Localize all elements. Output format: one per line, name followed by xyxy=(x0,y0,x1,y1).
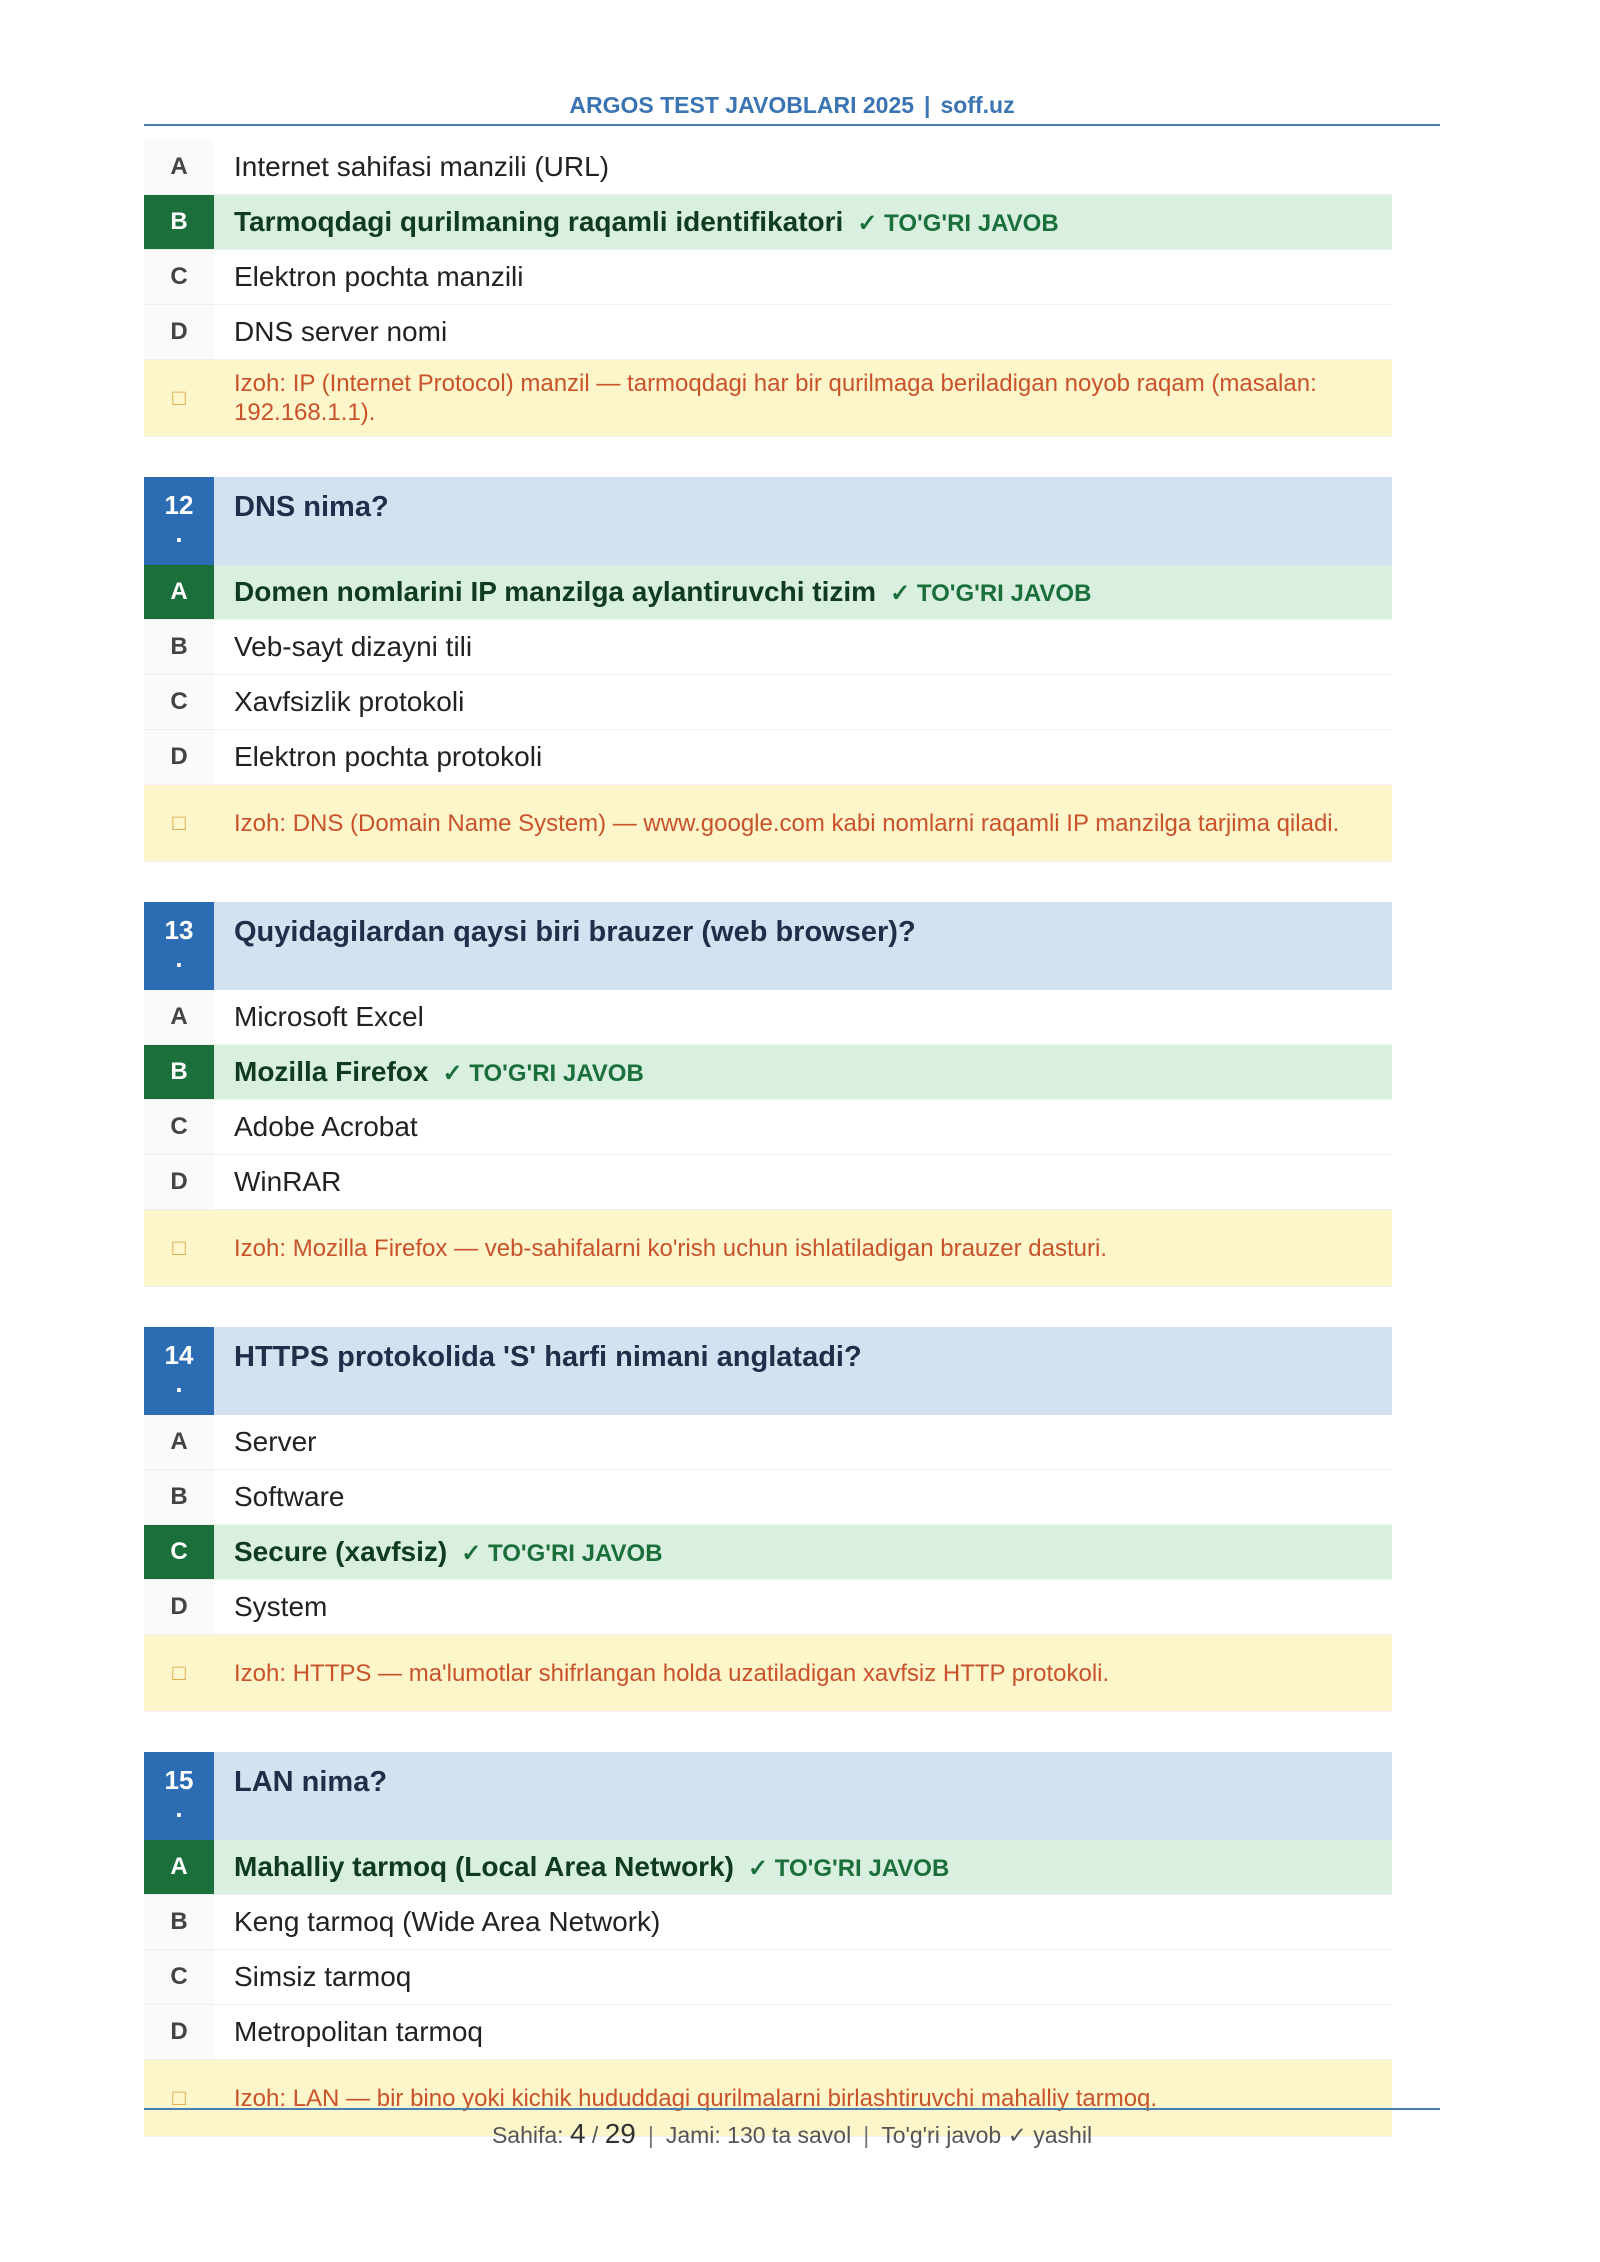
answer-option xyxy=(144,305,1392,360)
option-text-wrap xyxy=(214,1591,1392,1623)
answer-option xyxy=(144,1100,1392,1155)
note-text: Izoh: DNS (Domain Name System) — www.google.com kabi nomlarni raqamli IP manzilga tarjima qiladi. xyxy=(234,809,1340,837)
option-text-wrap xyxy=(214,151,1392,183)
answer-option xyxy=(144,675,1392,730)
note-text: Izoh: HTTPS — ma'lumotlar shifrlangan holda uzatiladigan xavfsiz HTTP protokoli. xyxy=(234,1659,1110,1687)
option-text-wrap xyxy=(214,206,1392,238)
question-block xyxy=(144,902,1392,1287)
option-letter: D xyxy=(144,1155,214,1209)
option-text: Domen nomlarini IP manzilga aylantiruvchi tizim xyxy=(234,576,877,607)
option-text-wrap xyxy=(214,686,1392,718)
question-block xyxy=(144,1752,1392,2137)
answer-option xyxy=(144,1155,1392,1210)
option-text-wrap xyxy=(214,316,1392,348)
answer-option-correct xyxy=(144,565,1392,620)
note-icon: □ xyxy=(144,2060,214,2136)
note-icon: □ xyxy=(144,785,214,861)
option-text: Mahalliy tarmoq (Local Area Network) xyxy=(234,1851,734,1882)
correct-answer-mark: ✓ TO'G'RI JAVOB xyxy=(857,210,1059,237)
footer-legend: To'g'ri javob ✓ yashil xyxy=(881,2122,1093,2148)
option-text: Elektron pochta protokoli xyxy=(234,741,543,772)
answer-option-correct xyxy=(144,1525,1392,1580)
answer-option xyxy=(144,620,1392,675)
footer-page-current: 4 xyxy=(569,2118,586,2149)
option-text: Mozilla Firefox xyxy=(234,1056,429,1087)
answer-option xyxy=(144,250,1392,305)
question-header xyxy=(144,902,1392,990)
option-text: Simsiz tarmoq xyxy=(234,1961,412,1992)
note-text: Izoh: LAN — bir bino yoki kichik hududdagi qurilmalarni birlashtiruvchi mahalliy tarmoq. xyxy=(234,2084,1158,2112)
option-text: Adobe Acrobat xyxy=(234,1111,418,1142)
question-number: 12 . xyxy=(144,477,214,565)
footer-page-sep: / xyxy=(591,2122,599,2148)
option-letter: A xyxy=(144,1415,214,1469)
option-letter: B xyxy=(144,620,214,674)
question-block xyxy=(144,477,1392,862)
question-number: 15 . xyxy=(144,1752,214,1840)
footer-separator-2: | xyxy=(863,2122,870,2148)
page-footer xyxy=(144,2108,1440,2150)
option-text-wrap xyxy=(214,741,1392,773)
explanation-note xyxy=(144,1210,1392,1287)
note-icon: □ xyxy=(144,1210,214,1286)
explanation-note xyxy=(144,360,1392,437)
answer-option xyxy=(144,2005,1392,2060)
option-letter: A xyxy=(144,1840,214,1894)
option-letter: C xyxy=(144,1525,214,1579)
question-text: Quyidagilardan qaysi biri brauzer (web browser)? xyxy=(234,916,916,948)
option-text: Elektron pochta manzili xyxy=(234,261,524,292)
option-text-wrap xyxy=(214,261,1392,293)
footer-page-total: 29 xyxy=(604,2118,636,2149)
question-text: LAN nima? xyxy=(234,1766,388,1798)
option-text: Tarmoqdagi qurilmaning raqamli identifikatori xyxy=(234,206,844,237)
option-text-wrap xyxy=(214,1111,1392,1143)
option-text-wrap xyxy=(214,576,1392,608)
answer-option-correct xyxy=(144,1840,1392,1895)
option-text-wrap xyxy=(214,631,1392,663)
correct-answer-mark: ✓ TO'G'RI JAVOB xyxy=(461,1540,663,1567)
page-header xyxy=(144,90,1440,126)
question-text: HTTPS protokolida 'S' harfi nimani anglatadi? xyxy=(234,1341,862,1373)
option-letter: D xyxy=(144,2005,214,2059)
option-letter: D xyxy=(144,730,214,784)
option-text: Veb-sayt dizayni tili xyxy=(234,631,473,662)
answer-option xyxy=(144,140,1392,195)
option-letter: C xyxy=(144,250,214,304)
answer-option xyxy=(144,1895,1392,1950)
question-number: 13 . xyxy=(144,902,214,990)
question-block xyxy=(144,140,1392,437)
option-text-wrap xyxy=(214,1001,1392,1033)
header-separator: | xyxy=(924,92,931,118)
option-letter: A xyxy=(144,140,214,194)
option-letter: B xyxy=(144,1470,214,1524)
option-text: Keng tarmoq (Wide Area Network) xyxy=(234,1906,661,1937)
question-block xyxy=(144,1327,1392,1712)
option-text-wrap xyxy=(214,1481,1392,1513)
option-text: Internet sahifasi manzili (URL) xyxy=(234,151,610,182)
answer-option-correct xyxy=(144,1045,1392,1100)
option-text-wrap xyxy=(214,1961,1392,1993)
option-text: Secure (xavfsiz) xyxy=(234,1536,448,1567)
explanation-note xyxy=(144,785,1392,862)
note-text: Izoh: Mozilla Firefox — veb-sahifalarni ko'rish uchun ishlatiladigan brauzer dasturi. xyxy=(234,1234,1107,1262)
question-list xyxy=(144,140,1392,2177)
option-letter: D xyxy=(144,305,214,359)
footer-separator-1: | xyxy=(647,2122,654,2148)
header-title: ARGOS TEST JAVOBLARI 2025 xyxy=(569,92,915,118)
option-text: WinRAR xyxy=(234,1166,342,1197)
note-icon: □ xyxy=(144,360,214,436)
option-letter: C xyxy=(144,675,214,729)
explanation-note xyxy=(144,1635,1392,1712)
note-text: Izoh: IP (Internet Protocol) manzil — tarmoqdagi har bir qurilmaga beriladigan noyob raqam (masalan: 192.168.1.1). xyxy=(234,370,1317,426)
option-text: Xavfsizlik protokoli xyxy=(234,686,465,717)
option-text: System xyxy=(234,1591,328,1622)
correct-answer-mark: ✓ TO'G'RI JAVOB xyxy=(890,580,1092,607)
correct-answer-mark: ✓ TO'G'RI JAVOB xyxy=(747,1855,950,1882)
option-text: Software xyxy=(234,1481,345,1512)
question-text: DNS nima? xyxy=(234,491,389,523)
option-text: DNS server nomi xyxy=(234,316,448,347)
option-letter: C xyxy=(144,1950,214,2004)
option-letter: A xyxy=(144,565,214,619)
option-text-wrap xyxy=(214,1056,1392,1088)
option-text-wrap xyxy=(214,1906,1392,1938)
option-letter: D xyxy=(144,1580,214,1634)
answer-option-correct xyxy=(144,195,1392,250)
question-header xyxy=(144,477,1392,565)
option-text-wrap xyxy=(214,1166,1392,1198)
footer-page-label: Sahifa: xyxy=(491,2122,564,2148)
answer-option xyxy=(144,1950,1392,2005)
question-header xyxy=(144,1752,1392,1840)
note-icon: □ xyxy=(144,1635,214,1711)
option-text-wrap xyxy=(214,1536,1392,1568)
option-text: Server xyxy=(234,1426,317,1457)
answer-option xyxy=(144,1415,1392,1470)
question-number: 14 . xyxy=(144,1327,214,1415)
answer-option xyxy=(144,1470,1392,1525)
option-letter: B xyxy=(144,1895,214,1949)
footer-total: Jami: 130 ta savol xyxy=(665,2122,852,2148)
option-text: Microsoft Excel xyxy=(234,1001,424,1032)
option-text-wrap xyxy=(214,1426,1392,1458)
option-letter: B xyxy=(144,195,214,249)
option-letter: C xyxy=(144,1100,214,1154)
answer-option xyxy=(144,1580,1392,1635)
option-text-wrap xyxy=(214,2016,1392,2048)
option-text: Metropolitan tarmoq xyxy=(234,2016,484,2047)
header-site: soff.uz xyxy=(940,92,1015,118)
correct-answer-mark: ✓ TO'G'RI JAVOB xyxy=(442,1060,644,1087)
answer-option xyxy=(144,990,1392,1045)
question-header xyxy=(144,1327,1392,1415)
option-text-wrap xyxy=(214,1851,1392,1883)
answer-option xyxy=(144,730,1392,785)
option-letter: B xyxy=(144,1045,214,1099)
option-letter: A xyxy=(144,990,214,1044)
